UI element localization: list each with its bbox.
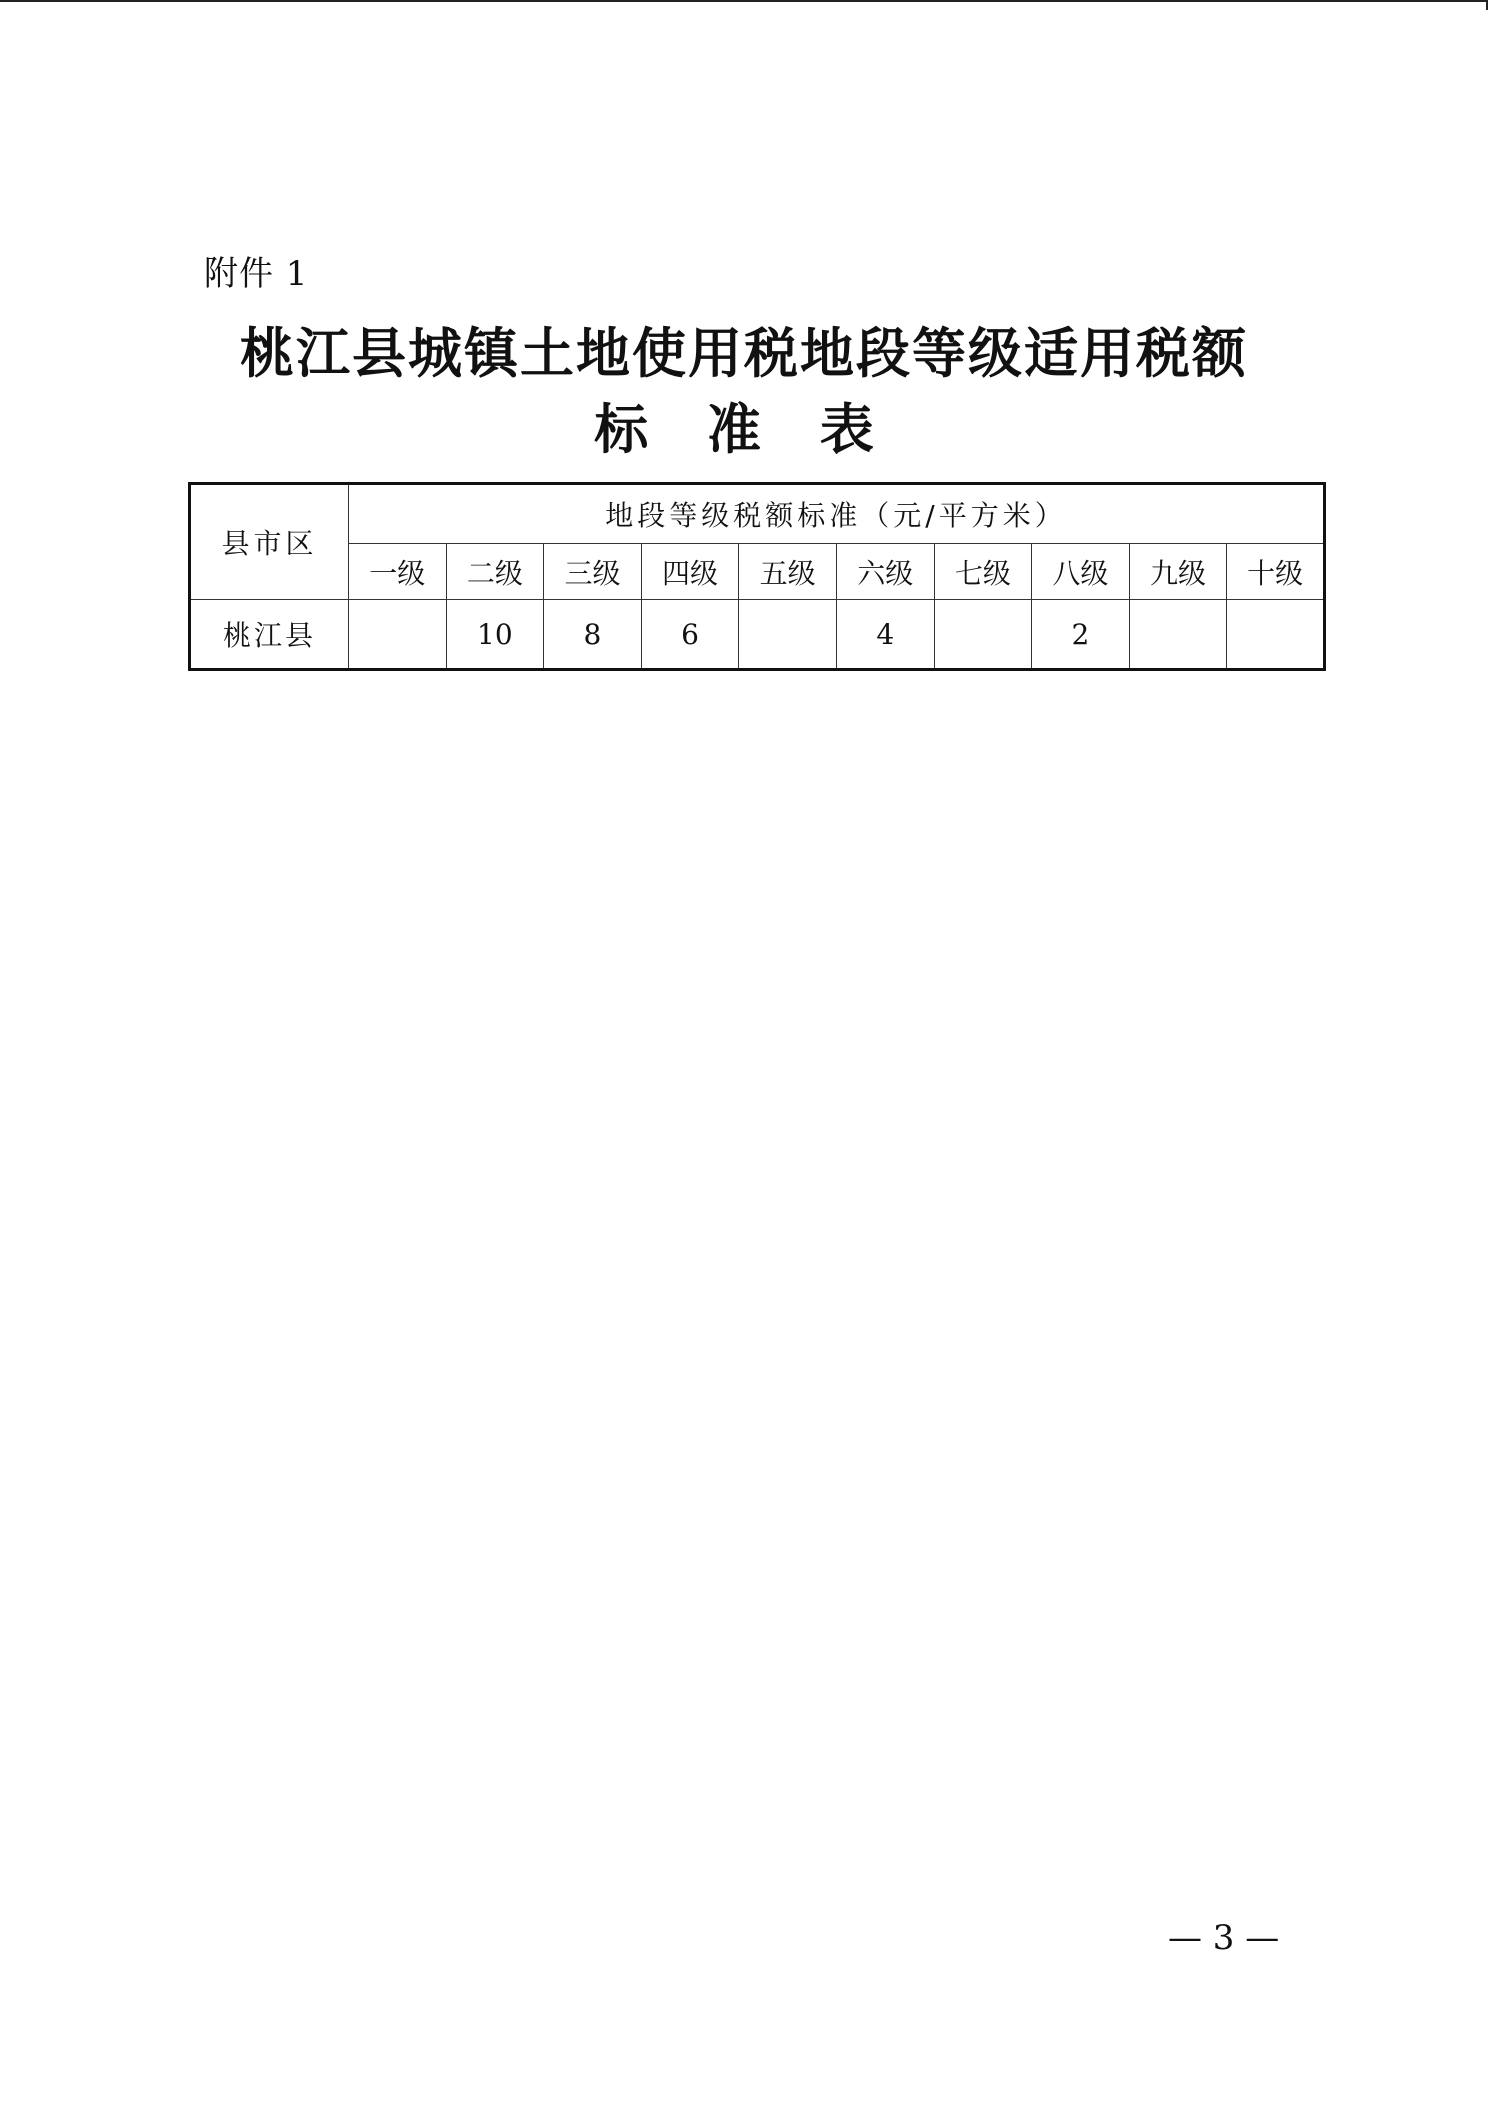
table-header-row-2 <box>190 544 1325 600</box>
table-row <box>190 600 1325 670</box>
page-number: — 3 — <box>1168 1918 1280 1958</box>
grade-header: 六级 <box>836 544 934 600</box>
grade-header: 二级 <box>446 544 544 600</box>
rate-cell <box>348 600 446 670</box>
rate-cell <box>1227 600 1325 670</box>
attachment-label: 附件 1 <box>204 254 309 294</box>
grade-header: 十级 <box>1227 544 1325 600</box>
grade-header: 四级 <box>641 544 739 600</box>
rate-cell <box>739 600 837 670</box>
tax-rate-table <box>188 482 1326 671</box>
grade-header: 七级 <box>934 544 1032 600</box>
rate-cell: 2 <box>1032 600 1130 670</box>
region-column-header: 县市区 <box>190 484 349 600</box>
rate-cell: 8 <box>544 600 642 670</box>
grade-group-header: 地段等级税额标准（元/平方米） <box>348 484 1324 544</box>
grade-header: 一级 <box>348 544 446 600</box>
rate-cell <box>934 600 1032 670</box>
rate-cell: 6 <box>641 600 739 670</box>
rate-cell <box>1129 600 1227 670</box>
region-cell: 桃江县 <box>190 600 349 670</box>
grade-header: 三级 <box>544 544 642 600</box>
grade-header: 九级 <box>1129 544 1227 600</box>
grade-header: 五级 <box>739 544 837 600</box>
rate-cell: 10 <box>446 600 544 670</box>
document-title-line-2: 标 准 表 <box>594 397 894 461</box>
document-title-line-1: 桃江县城镇土地使用税地段等级适用税额 <box>240 321 1248 385</box>
grade-header: 八级 <box>1032 544 1130 600</box>
table-header-row-1 <box>190 484 1325 544</box>
page-top-border <box>0 0 1488 2</box>
rate-cell: 4 <box>836 600 934 670</box>
